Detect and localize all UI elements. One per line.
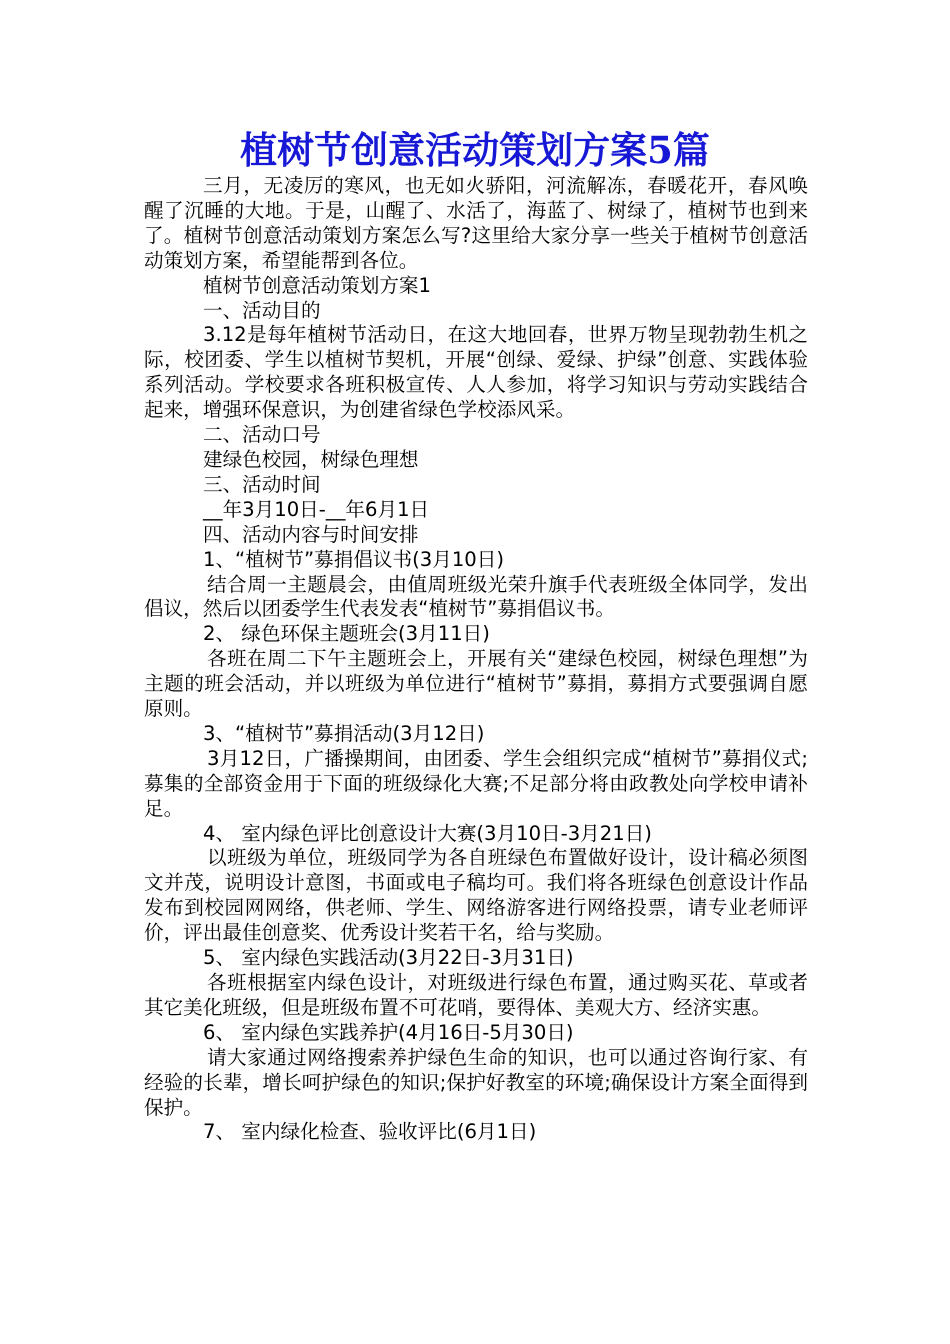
item-heading-7: 7、 室内绿化检查、验收评比(6月1日) [203, 1120, 537, 1144]
section-heading-time: 三、活动时间 [203, 472, 321, 496]
section-heading-content: 四、活动内容与时间安排 [203, 522, 419, 546]
time-text: __年3月10日-__年6月1日 [203, 497, 430, 521]
item-paragraph-3: 3月12日，广播操期间，由团委、学生会组织完成“植树节”募捐仪式;募集的全部资金用于下面的班级绿化大赛;不足部分将由政教处向学校申请补足。 [144, 746, 808, 820]
slogan-text: 建绿色校园，树绿色理想 [203, 447, 419, 471]
item-heading-1: 1、“植树节”募捐倡议书(3月10日) [203, 547, 504, 571]
item-heading-2: 2、 绿色环保主题班会(3月11日) [203, 622, 490, 646]
section-heading-purpose: 一、活动目的 [203, 298, 321, 322]
item-paragraph-6: 请大家通过网络搜索养护绿色生命的知识，也可以通过咨询行家、有经验的长辈，增长呵护绿色的知识;保护好教室的环境;确保设计方案全面得到保护。 [144, 1045, 808, 1119]
item-paragraph-1: 结合周一主题晨会，由值周班级光荣升旗手代表班级全体同学，发出倡议，然后以团委学生代表发表“植树节”募捐倡议书。 [144, 572, 808, 621]
purpose-paragraph: 3.12是每年植树节活动日，在这大地回春，世界万物呈现勃勃生机之际，校团委、学生以植树节契机，开展“创绿、爱绿、护绿”创意、实践体验系列活动。学校要求各班积极宣传、人人参加，将学习知识与劳动实践结合起来，增强环保意识，为创建省绿色学校添风采。 [144, 323, 808, 422]
item-heading-5: 5、 室内绿色实践活动(3月22日-3月31日) [203, 946, 574, 970]
document-body [144, 174, 808, 1145]
intro-paragraph: 三月，无凌厉的寒风，也无如火骄阳，河流解冻，春暖花开，春风唤醒了沉睡的大地。于是，山醒了、水活了，海蓝了、树绿了，植树节也到来了。植树节创意活动策划方案怎么写?这里给大家分享一些关于植树节创意活动策划方案，希望能帮到各位。 [144, 174, 808, 272]
plan-heading: 植树节创意活动策划方案1 [203, 273, 431, 297]
item-heading-3: 3、“植树节”募捐活动(3月12日) [203, 721, 485, 745]
section-heading-slogan: 二、活动口号 [203, 423, 321, 447]
document-title: 植树节创意活动策划方案5篇 [240, 128, 710, 172]
item-heading-6: 6、 室内绿色实践养护(4月16日-5月30日) [203, 1020, 574, 1044]
item-paragraph-4: 以班级为单位，班级同学为各自班绿色布置做好设计，设计稿必须图文并茂，说明设计意图，书面或电子稿均可。我们将各班绿色创意设计作品发布到校园网网络，供老师、学生、网络游客进行网络投票，请专业老师评价，评出最佳创意奖、优秀设计奖若干名，给与奖励。 [144, 846, 808, 945]
item-paragraph-5: 各班根据室内绿色设计，对班级进行绿色布置，通过购买花、草或者其它美化班级，但是班级布置不可花哨，要得体、美观大方、经济实惠。 [144, 971, 808, 1019]
item-heading-4: 4、 室内绿色评比创意设计大赛(3月10日-3月21日) [203, 821, 652, 845]
item-paragraph-2: 各班在周二下午主题班会上，开展有关“建绿色校园，树绿色理想”为主题的班会活动，并以班级为单位进行“植树节”募捐，募捐方式要强调自愿原则。 [144, 647, 808, 721]
